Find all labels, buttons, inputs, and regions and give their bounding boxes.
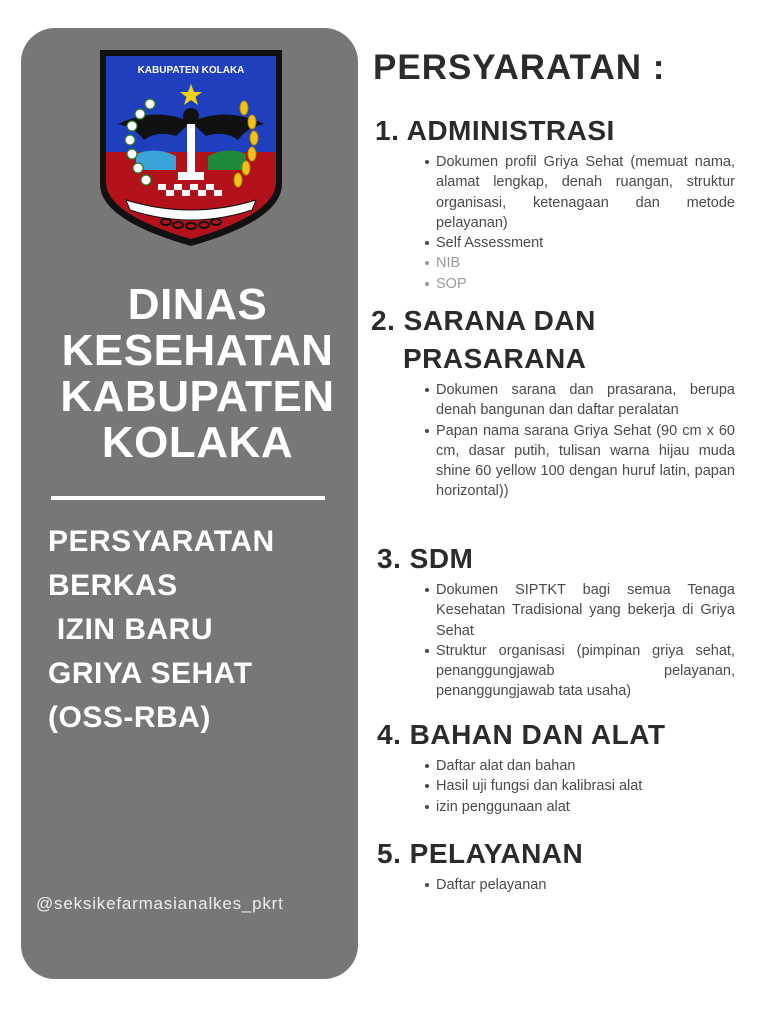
list-item: SOP xyxy=(436,274,735,294)
left-panel xyxy=(21,28,358,979)
section-bahan-alat xyxy=(377,716,735,817)
requirement-list xyxy=(377,756,735,817)
section-title: SDM xyxy=(409,543,474,574)
social-handle: @seksikefarmasianalkes_pkrt xyxy=(36,894,284,913)
section-sarana-prasarana xyxy=(371,302,735,502)
subtitle-line: (OSS-RBA) xyxy=(48,701,211,734)
section-number: 5. xyxy=(377,838,402,869)
list-item: Daftar pelayanan xyxy=(436,875,735,895)
requirement-list xyxy=(371,380,735,502)
agency-line: KESEHATAN xyxy=(61,326,334,375)
document-subtitle xyxy=(48,520,348,740)
requirement-list xyxy=(375,152,735,294)
section-number: 4. xyxy=(377,719,402,750)
section-pelayanan xyxy=(377,835,735,895)
section-number: 3. xyxy=(377,543,402,574)
list-item: Papan nama sarana Griya Sehat (90 cm x 60 cm, dasar putih, tulisan warna hijau muda shine 60 yellow 100 dengan huruf latin, papan horizontal)) xyxy=(436,421,735,502)
section-title: ADMINISTRASI xyxy=(406,115,615,146)
list-item: Dokumen profil Griya Sehat (memuat nama, alamat lengkap, denah ruangan, struktur organisasi, ketenagaan dan metode pelayanan) xyxy=(436,152,735,233)
subtitle-line: PERSYARATAN xyxy=(48,525,275,558)
list-item: Dokumen SIPTKT bagi semua Tenaga Kesehatan Tradisional yang bekerja di Griya Sehat xyxy=(436,580,735,641)
section-number: 1. xyxy=(375,115,400,146)
emblem-banner-text: KABUPATEN KOLAKA xyxy=(137,65,245,76)
requirement-list xyxy=(377,580,735,702)
section-heading xyxy=(375,112,735,150)
section-title-continued: PRASARANA xyxy=(403,343,587,374)
requirement-list xyxy=(377,875,735,895)
agency-line: KABUPATEN xyxy=(60,372,335,421)
list-item: izin penggunaan alat xyxy=(436,797,735,817)
agency-line: DINAS xyxy=(127,280,268,329)
section-administrasi xyxy=(375,112,735,294)
section-sdm xyxy=(377,540,735,702)
divider-line xyxy=(51,496,325,500)
list-item: NIB xyxy=(436,253,735,273)
subtitle-line: IZIN BARU xyxy=(48,613,213,646)
section-heading xyxy=(377,540,735,578)
list-item: Hasil uji fungsi dan kalibrasi alat xyxy=(436,776,735,796)
list-item: Daftar alat dan bahan xyxy=(436,756,735,776)
section-heading xyxy=(377,835,735,873)
section-title: BAHAN DAN ALAT xyxy=(409,719,666,750)
section-number: 2. xyxy=(371,305,396,336)
list-item: Dokumen sarana dan prasarana, berupa denah bangunan dan daftar peralatan xyxy=(436,380,735,421)
list-item: Self Assessment xyxy=(436,233,735,253)
section-heading xyxy=(371,302,735,378)
kolaka-emblem-logo xyxy=(96,44,286,250)
agency-title xyxy=(21,282,374,466)
section-heading xyxy=(377,716,735,754)
subtitle-line: GRIYA SEHAT xyxy=(48,657,253,690)
section-title: PELAYANAN xyxy=(409,838,584,869)
main-title: PERSYARATAN : xyxy=(373,48,666,87)
subtitle-line: BERKAS xyxy=(48,569,178,602)
agency-line: KOLAKA xyxy=(101,418,294,467)
list-item: Struktur organisasi (pimpinan griya sehat, penanggungjawab pelayanan, penanggungjawab tata usaha) xyxy=(436,641,735,702)
section-title: SARANA DAN xyxy=(403,305,596,336)
